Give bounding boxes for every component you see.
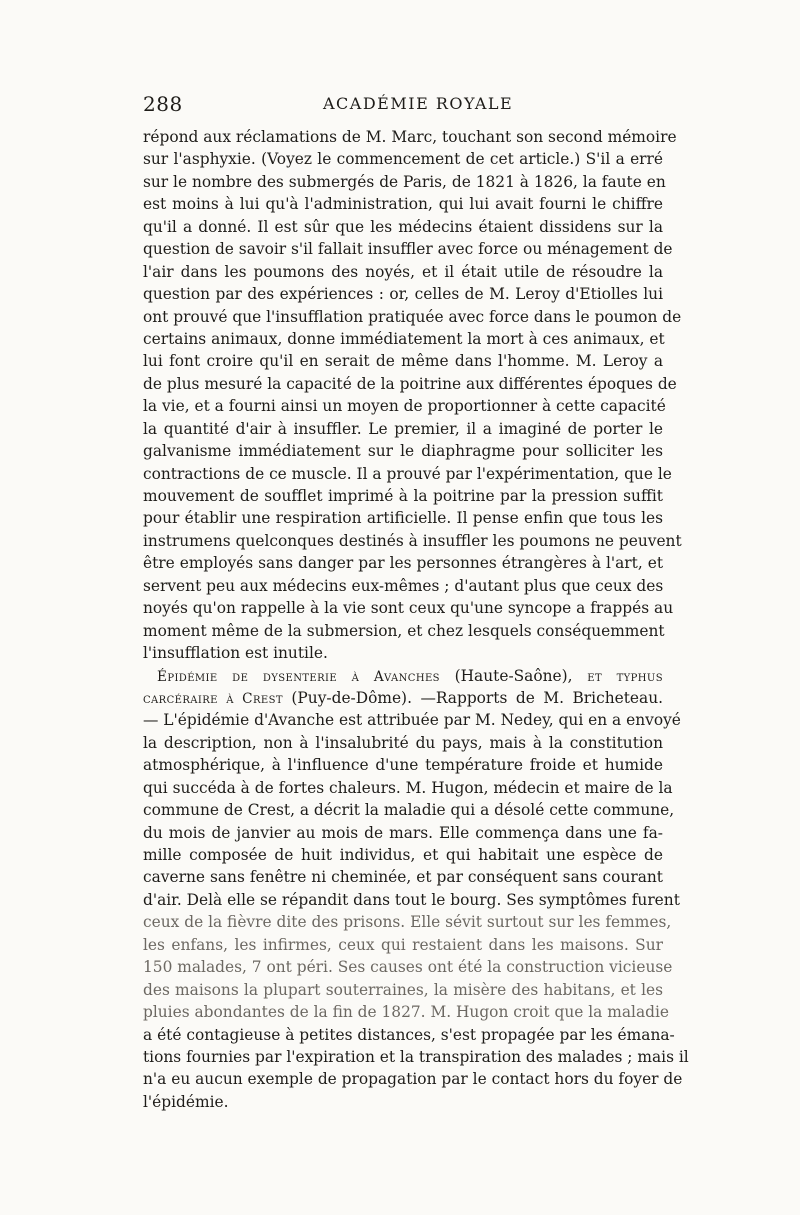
text-line [143, 1113, 663, 1135]
text-line: la quantité d'air à insuffler. Le premier, il a imaginé de porter le [143, 419, 663, 438]
text-line: certains animaux, donne immédiatement la mort à ces animaux, et [143, 329, 665, 348]
text-line: l'insufflation est inutile. [143, 644, 328, 663]
text-line: servent peu aux médecins eux-mêmes ; d'autant plus que ceux des [143, 576, 664, 595]
text-line: 150 malades, 7 ont péri. Ses causes ont été la construction vicieuse [143, 958, 673, 977]
section-heading-cont: et typhus [587, 668, 664, 685]
text-line: mouvement de soufflet imprimé à la poitrine par la pression suffit [143, 487, 663, 505]
page-number: 288 [143, 92, 183, 116]
book-page [143, 92, 689, 1136]
paragraph-asphyxie [143, 126, 682, 665]
paragraph-epidemie [143, 665, 689, 1136]
text-line: tions fournies par l'expiration et la transpiration des malades ; mais il [143, 1047, 689, 1066]
text-line: moment même de la submersion, et chez lesquels conséquemment [143, 621, 665, 640]
section-heading-line [143, 687, 663, 709]
text-line: question de savoir s'il fallait insuffler avec force ou ménagement de [143, 240, 673, 259]
page-header [143, 92, 663, 122]
text-line: sur le nombre des submergés de Paris, de 1821 à 1826, la faute en [143, 172, 666, 191]
text-line: ont prouvé que l'insufflation pratiquée avec force dans le poumon de [143, 307, 682, 326]
section-heading: Épidémie de dysenterie à Avanches [157, 668, 440, 685]
text-line: pour établir une respiration artificielle. Il pense enfin que tous les [143, 509, 663, 528]
text-line: commune de Crest, a décrit la maladie qui a désolé cette commune, [143, 801, 675, 820]
section-heading-line [143, 665, 663, 687]
text-line: qui succéda à de fortes chaleurs. M. Hugon, médecin et maire de la [143, 778, 673, 797]
text-line: du mois de janvier au mois de mars. Elle commença dans une fa- [143, 823, 663, 842]
heading-location: (Puy-de-Dôme). —Rapports de M. Bricheteau. [282, 688, 663, 707]
text-line: est moins à lui qu'à l'administration, qui lui avait fourni le chiffre [143, 195, 663, 214]
running-title: ACADÉMIE ROYALE [323, 94, 514, 113]
text-line: d'air. Delà elle se répandit dans tout le bourg. Ses symptômes furent [143, 890, 680, 909]
text-line: contractions de ce muscle. Il a prouvé par l'expérimentation, que le [143, 464, 672, 483]
text-line: — L'épidémie d'Avanche est attribuée par M. Nedey, qui en a envoyé [143, 711, 681, 730]
text-line: galvanisme immédiatement sur le diaphragme pour solliciter les [143, 442, 663, 461]
text-line: être employés sans danger par les personnes étrangères à l'art, et [143, 554, 663, 573]
text-line: a été contagieuse à petites distances, s'est propagée par les émana- [143, 1025, 675, 1044]
section-heading: carcéraire à Crest [143, 690, 283, 707]
text-line: de plus mesuré la capacité de la poitrine aux différentes époques de [143, 374, 677, 393]
text-line: ceux de la fièvre dite des prisons. Elle sévit surtout sur les femmes, [143, 913, 672, 932]
text-line: l'épidémie. [143, 1092, 229, 1111]
text-line: n'a eu aucun exemple de propagation par le contact hors du foyer de [143, 1070, 683, 1089]
text-line: l'air dans les poumons des noyés, et il était utile de résoudre la [143, 262, 663, 281]
text-line: caverne sans fenêtre ni cheminée, et par conséquent sans courant [143, 868, 663, 887]
text-line: pluies abondantes de la fin de 1827. M. Hugon croit que la maladie [143, 1003, 670, 1022]
text-line: instrumens quelconques destinés à insuffler les poumons ne peuvent [143, 531, 682, 550]
heading-location: (Haute-Saône), [439, 666, 588, 685]
text-line: répond aux réclamations de M. Marc, touchant son second mémoire [143, 128, 677, 146]
text-line: mille composée de huit individus, et qui habitait une espèce de [143, 846, 663, 864]
text-line: sur l'asphyxie. (Voyez le commencement de cet article.) S'il a erré [143, 150, 663, 169]
text-line: atmosphérique, à l'influence d'une température froide et humide [143, 756, 663, 775]
text-line: la vie, et a fourni ainsi un moyen de proportionner à cette capacité [143, 397, 666, 416]
text-line: les enfans, les infirmes, ceux qui restaient dans les maisons. Sur [143, 935, 663, 954]
text-line: lui font croire qu'il en serait de même dans l'homme. M. Leroy a [143, 352, 663, 371]
text-line: qu'il a donné. Il est sûr que les médecins étaient dissidens sur la [143, 217, 663, 236]
text-line: noyés qu'on rappelle à la vie sont ceux qu'une syncope a frappés au [143, 599, 674, 618]
text-line: des maisons la plupart souterraines, la misère des habitans, et les [143, 980, 663, 999]
text-line: la description, non à l'insalubrité du pays, mais à la constitution [143, 733, 663, 752]
body-text [143, 126, 689, 1136]
text-line: question par des expériences : or, celles de M. Leroy d'Etiolles lui [143, 285, 663, 304]
